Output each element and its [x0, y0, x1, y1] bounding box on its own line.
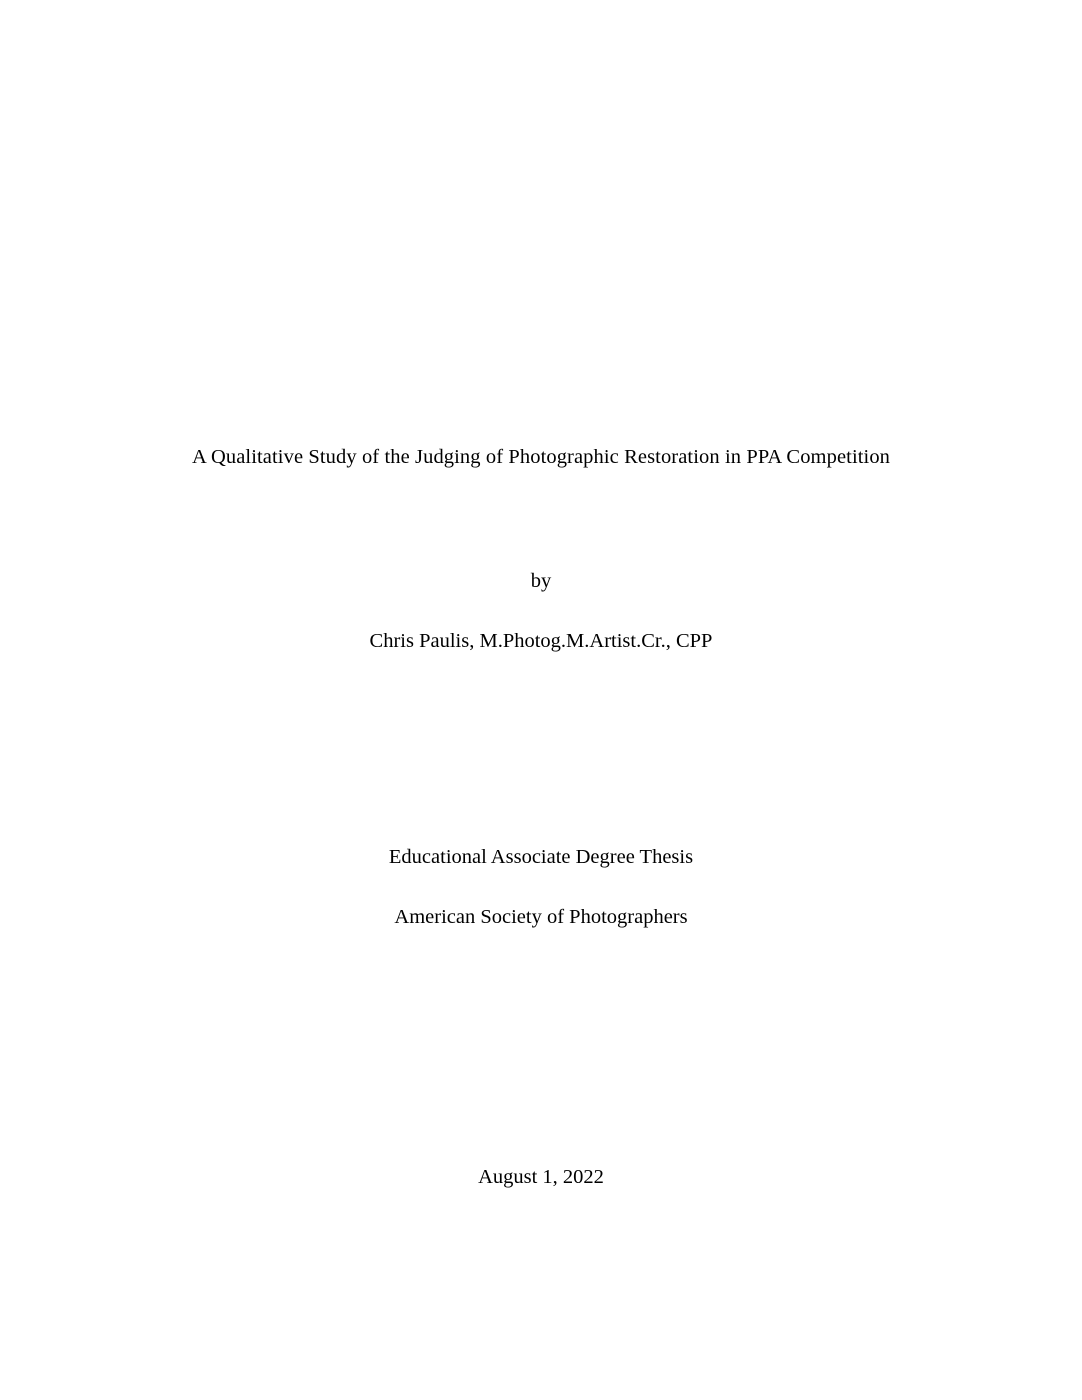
- publication-date: August 1, 2022: [478, 1166, 604, 1188]
- page-title: A Qualitative Study of the Judging of Photographic Restoration in PPA Competition: [191, 446, 891, 468]
- organization-name: American Society of Photographers: [394, 906, 688, 928]
- degree-type: Educational Associate Degree Thesis: [388, 846, 694, 868]
- author-name: Chris Paulis, M.Photog.M.Artist.Cr., CPP: [369, 630, 713, 652]
- byline-label: by: [530, 570, 552, 592]
